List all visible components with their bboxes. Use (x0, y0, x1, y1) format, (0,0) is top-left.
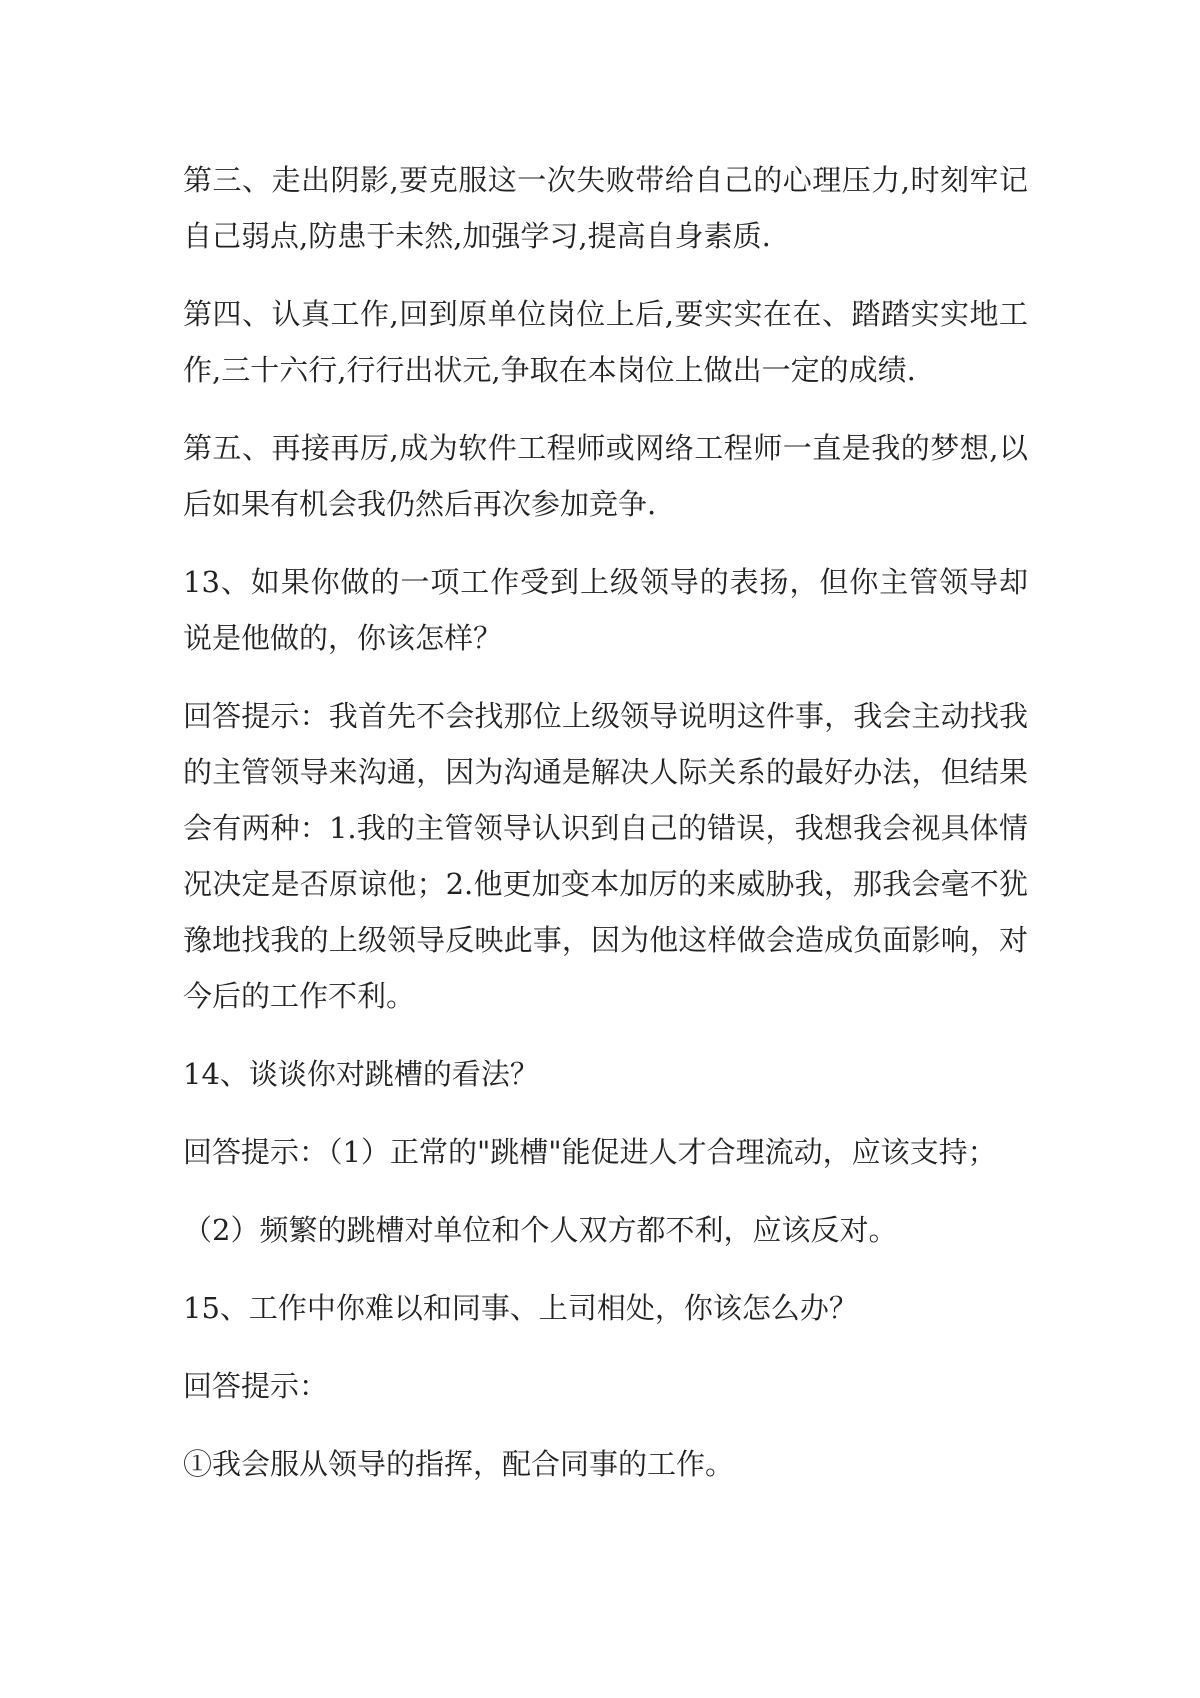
question-13: 13、如果你做的一项工作受到上级领导的表扬，但你主管领导却说是他做的，你该怎样？ (183, 565, 1028, 655)
paragraph: 第四、认真工作,回到原单位岗位上后,要实实在在、踏踏实实地工作,三十六行,行行出状元,争取在本岗位上做出一定的成绩. (183, 297, 1028, 387)
answer-13: 回答提示：我首先不会找那位上级领导说明这件事，我会主动找我的主管领导来沟通，因为沟通是解决人际关系的最好办法，但结果会有两种：1.我的主管领导认识到自己的错误，我想我会视具体情况决定是否原谅他；2.他更加变本加厉的来威胁我，那我会毫不犹豫地找我的上级领导反映此事，因为他这样做会造成负面影响，对今后的工作不利。 (183, 699, 1028, 1013)
answer-15-item-1: ①我会服从领导的指挥，配合同事的工作。 (183, 1447, 735, 1481)
answer-15-heading: 回答提示： (183, 1369, 329, 1403)
paragraph: 第三、走出阴影,要克服这一次失败带给自己的心理压力,时刻牢记自己弱点,防患于未然,加强学习,提高自身素质. (183, 163, 1028, 253)
question-14: 14、谈谈你对跳槽的看法？ (183, 1057, 539, 1091)
paragraph: 第五、再接再厉,成为软件工程师或网络工程师一直是我的梦想,以后如果有机会我仍然后再次参加竞争. (183, 431, 1028, 521)
question-15: 15、工作中你难以和同事、上司相处，你该怎么办？ (183, 1291, 858, 1325)
answer-14-part-1: 回答提示：（1）正常的"跳槽"能促进人才合理流动，应该支持； (183, 1135, 997, 1169)
answer-14-part-2: （2）频繁的跳槽对单位和个人双方都不利，应该反对。 (183, 1213, 898, 1247)
document-body (183, 152, 1028, 1514)
